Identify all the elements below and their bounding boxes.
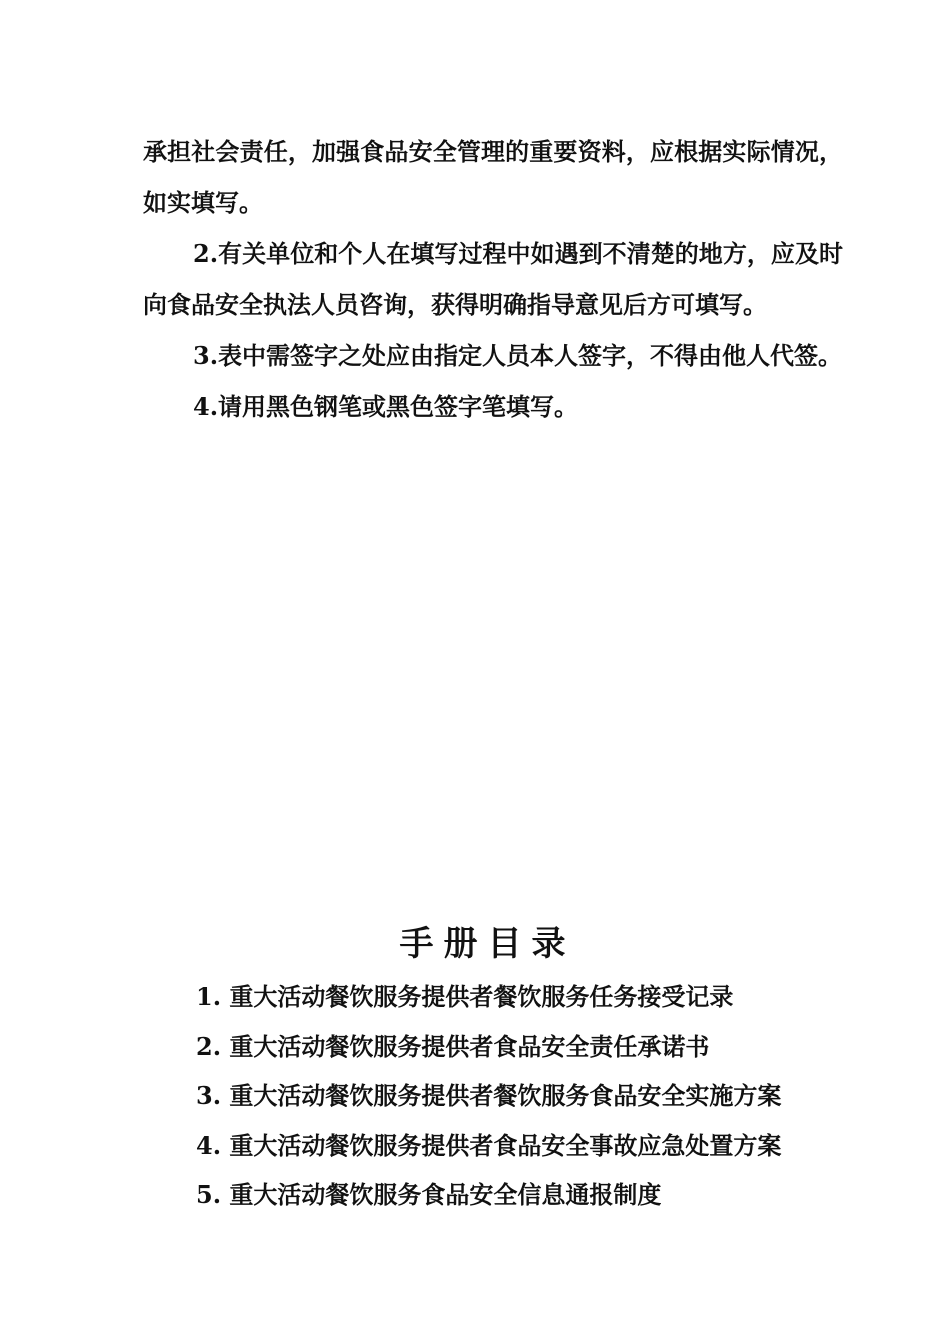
toc-entry-3: 3. 重大活动餐饮服务提供者餐饮服务食品安全实施方案 — [196, 1081, 782, 1110]
instruction-item-2: 2.有关单位和个人在填写过程中如遇到不清楚的地方，应及时向食品安全执法人员咨询，获得明确指导意见后方可填写。 — [143, 239, 843, 319]
toc-entry-5: 5. 重大活动餐饮服务食品安全信息通报制度 — [196, 1180, 662, 1209]
table-of-contents — [196, 972, 856, 1220]
filling-instructions — [143, 126, 843, 432]
toc-title: 手册目录 — [399, 924, 576, 964]
toc-entry-1: 1. 重大活动餐饮服务提供者餐饮服务任务接受记录 — [196, 982, 734, 1011]
toc-entry-4: 4. 重大活动餐饮服务提供者食品安全事故应急处置方案 — [196, 1130, 782, 1160]
instruction-item-4: 4.请用黑色钢笔或黑色签字笔填写。 — [193, 392, 579, 421]
toc-entry-2: 2. 重大活动餐饮服务提供者食品安全责任承诺书 — [196, 1031, 710, 1061]
instruction-continuation: 承担社会责任，加强食品安全管理的重要资料，应根据实际情况，如实填写。 — [143, 137, 843, 217]
instruction-item-3: 3.表中需签字之处应由指定人员本人签字，不得由他人代签。 — [193, 341, 843, 370]
